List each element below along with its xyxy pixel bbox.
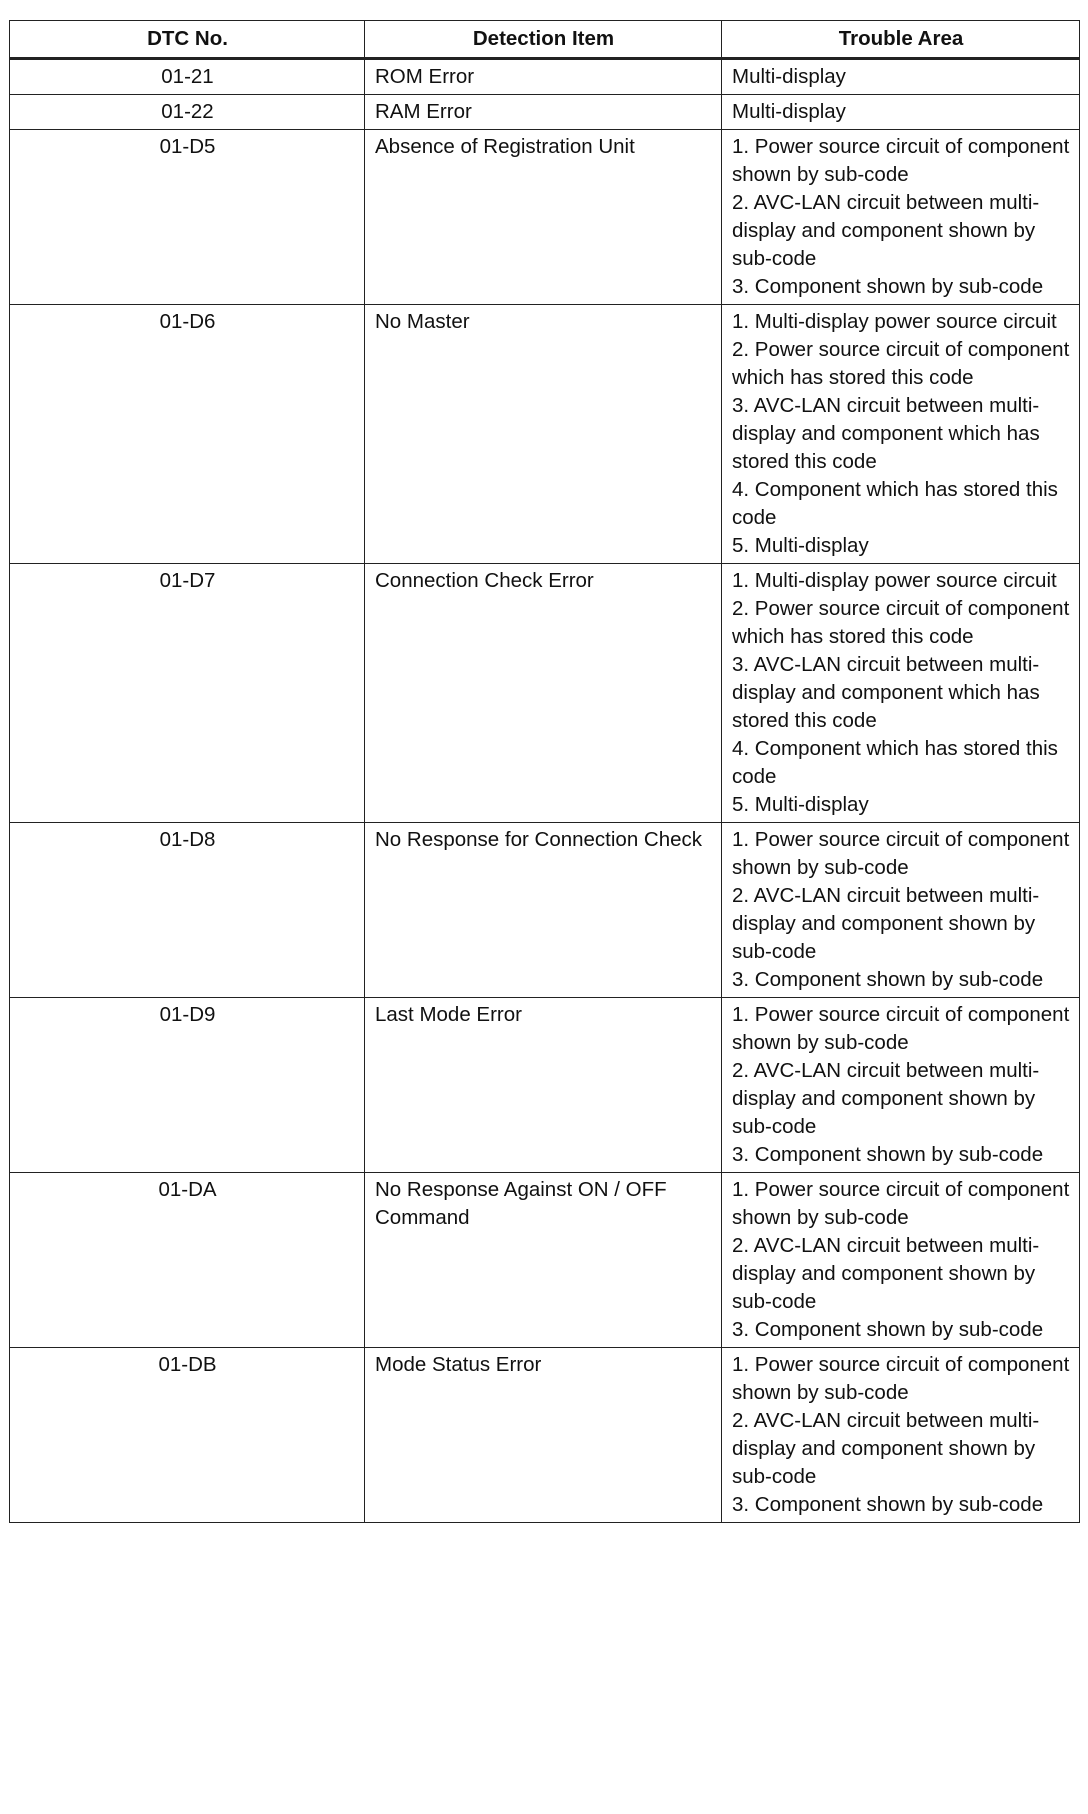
trouble-area-line: 3. AVC-LAN circuit between multi-display and component which has stored this code <box>732 394 1040 473</box>
detection-item-cell: No Response for Connection Check <box>365 823 722 998</box>
detection-item-cell: Connection Check Error <box>365 564 722 823</box>
dtc-code-cell: 01-D9 <box>10 998 365 1173</box>
trouble-area-line: 1. Power source circuit of component shown by sub-code <box>732 1178 1070 1229</box>
header-row <box>10 21 1080 59</box>
dtc-code-cell: 01-D6 <box>10 305 365 564</box>
trouble-area-cell <box>722 305 1080 564</box>
dtc-table <box>9 20 1080 1523</box>
table-row <box>10 130 1080 305</box>
trouble-area-line: 3. Component shown by sub-code <box>732 1318 1044 1341</box>
trouble-area-line: 4. Component which has stored this code <box>732 737 1058 788</box>
detection-item-cell: ROM Error <box>365 59 722 95</box>
trouble-area-cell <box>722 95 1080 130</box>
header-trouble-area: Trouble Area <box>722 21 1080 59</box>
trouble-area-line: 1. Power source circuit of component shown by sub-code <box>732 135 1070 186</box>
dtc-code-cell: 01-DA <box>10 1173 365 1348</box>
trouble-area-line: 3. Component shown by sub-code <box>732 1493 1044 1516</box>
trouble-area-line: 5. Multi-display <box>732 534 869 557</box>
trouble-area-cell <box>722 1173 1080 1348</box>
trouble-area-cell <box>722 998 1080 1173</box>
trouble-area-line: 1. Multi-display power source circuit <box>732 569 1057 592</box>
trouble-area-line: 3. Component shown by sub-code <box>732 1143 1044 1166</box>
dtc-code-cell: 01-D5 <box>10 130 365 305</box>
trouble-area-line: 3. AVC-LAN circuit between multi-display and component which has stored this code <box>732 653 1040 732</box>
trouble-area-line: 2. AVC-LAN circuit between multi-display and component shown by sub-code <box>732 1234 1040 1313</box>
detection-item-cell: No Response Against ON / OFF Command <box>365 1173 722 1348</box>
table-row <box>10 564 1080 823</box>
detection-item-cell: Absence of Registration Unit <box>365 130 722 305</box>
trouble-area-cell <box>722 564 1080 823</box>
trouble-area-line: 2. AVC-LAN circuit between multi-display and component shown by sub-code <box>732 1409 1040 1488</box>
table-row <box>10 1173 1080 1348</box>
header-dtc-no: DTC No. <box>10 21 365 59</box>
table-row <box>10 1348 1080 1523</box>
table-row <box>10 823 1080 998</box>
trouble-area-line: 2. Power source circuit of component which has stored this code <box>732 597 1070 648</box>
dtc-table-header <box>10 21 1080 59</box>
table-row <box>10 305 1080 564</box>
trouble-area-line: 5. Multi-display <box>732 793 869 816</box>
trouble-area-cell <box>722 130 1080 305</box>
trouble-area-line: 4. Component which has stored this code <box>732 478 1058 529</box>
detection-item-cell: Last Mode Error <box>365 998 722 1173</box>
header-detection-item: Detection Item <box>365 21 722 59</box>
trouble-area-line: 1. Power source circuit of component shown by sub-code <box>732 1353 1070 1404</box>
trouble-area-line: 1. Power source circuit of component shown by sub-code <box>732 828 1070 879</box>
trouble-area-cell <box>722 59 1080 95</box>
dtc-code-cell: 01-DB <box>10 1348 365 1523</box>
trouble-area-line: Multi-display <box>732 65 846 88</box>
trouble-area-line: 2. Power source circuit of component which has stored this code <box>732 338 1070 389</box>
trouble-area-cell <box>722 823 1080 998</box>
table-row <box>10 998 1080 1173</box>
dtc-code-cell: 01-D8 <box>10 823 365 998</box>
table-row <box>10 59 1080 95</box>
trouble-area-line: 2. AVC-LAN circuit between multi-display and component shown by sub-code <box>732 1059 1040 1138</box>
trouble-area-line: 1. Power source circuit of component shown by sub-code <box>732 1003 1070 1054</box>
dtc-code-cell: 01-D7 <box>10 564 365 823</box>
dtc-code-cell: 01-22 <box>10 95 365 130</box>
detection-item-cell: Mode Status Error <box>365 1348 722 1523</box>
dtc-code-cell: 01-21 <box>10 59 365 95</box>
detection-item-cell: No Master <box>365 305 722 564</box>
trouble-area-line: 2. AVC-LAN circuit between multi-display and component shown by sub-code <box>732 884 1040 963</box>
trouble-area-line: Multi-display <box>732 100 846 123</box>
trouble-area-line: 3. Component shown by sub-code <box>732 275 1044 298</box>
trouble-area-line: 1. Multi-display power source circuit <box>732 310 1057 333</box>
trouble-area-line: 3. Component shown by sub-code <box>732 968 1044 991</box>
detection-item-cell: RAM Error <box>365 95 722 130</box>
table-row <box>10 95 1080 130</box>
trouble-area-line: 2. AVC-LAN circuit between multi-display and component shown by sub-code <box>732 191 1040 270</box>
trouble-area-cell <box>722 1348 1080 1523</box>
dtc-table-body <box>10 59 1080 1523</box>
